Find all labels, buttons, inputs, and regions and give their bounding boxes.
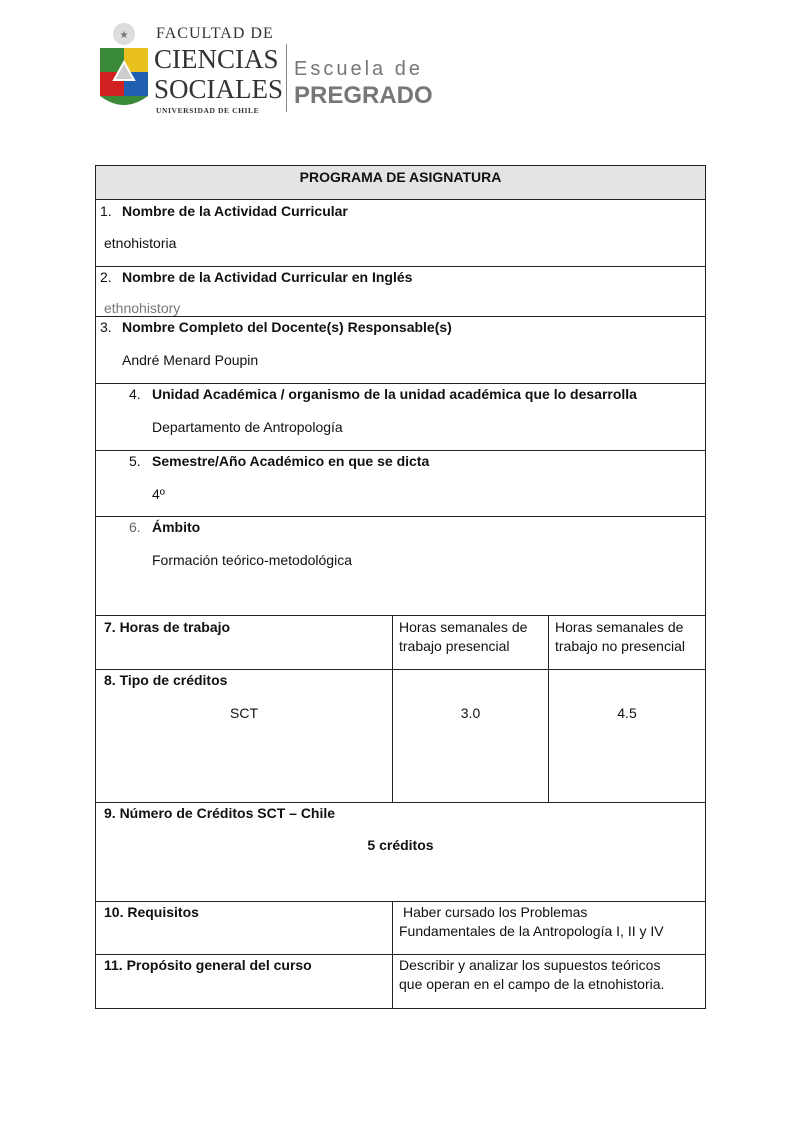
section-label: Unidad Académica / organismo de la unidad académica que lo desarrolla [152,386,637,402]
section-label: Nombre de la Actividad Curricular [122,203,348,219]
logo-escuela: Escuela de [294,58,423,80]
university-crest-icon [96,22,152,112]
text-line: trabajo no presencial [555,638,685,654]
proposito-label: 11. Propósito general del curso [104,957,312,973]
section-2 [95,266,706,317]
text-line: Horas semanales de [555,619,684,635]
section-4 [95,383,706,451]
section-value: André Menard Poupin [122,352,259,368]
section-value: Formación teórico-metodológica [152,552,352,568]
section-label: Ámbito [152,519,201,535]
table-title-cell [95,165,706,200]
numero-creditos-cell [95,802,706,902]
proposito-label-cell [95,954,393,1009]
horas-label: 7. Horas de trabajo [104,619,231,635]
section-label: Nombre Completo del Docente(s) Responsable(s) [122,319,452,335]
svg-text:★: ★ [119,30,129,41]
proposito-value-cell [392,954,706,1009]
section-1 [95,199,706,267]
logo-pregrado: PREGRADO [294,82,433,109]
creditos-label-cell [95,669,393,803]
section-number: 5. [129,453,141,469]
horas-label-cell [95,615,393,670]
text-line: Fundamentales de la Antropología I, II y IV [399,923,664,939]
section-number: 4. [129,386,141,402]
logo-line3: SOCIALES [154,74,284,104]
section-number: 6. [129,519,141,535]
text-line: que operan en el campo de la etnohistoria. [399,976,665,992]
requisitos-value-cell [392,901,706,955]
faculty-logo [96,22,436,116]
numero-label: 9. Número de Créditos SCT – Chile [104,805,336,821]
creditos-tipo: SCT [230,705,258,721]
logo-line1: FACULTAD DE [156,25,274,42]
section-value: etnohistoria [104,235,177,251]
section-5 [95,450,706,517]
logo-line4: UNIVERSIDAD DE CHILE [156,106,260,115]
creditos-presencial: 3.0 [460,705,481,721]
numero-value: 5 créditos [367,837,434,853]
creditos-label: 8. Tipo de créditos [104,672,228,688]
requisitos-label-cell [95,901,393,955]
text-line: trabajo presencial [399,638,510,654]
section-value: 4º [152,486,165,502]
logo-divider [286,44,287,112]
section-3 [95,316,706,384]
table-title: PROGRAMA DE ASIGNATURA [299,169,502,185]
section-number: 2. [100,269,112,285]
creditos-no-presencial: 4.5 [617,705,637,721]
creditos-presencial-cell [392,669,549,803]
creditos-no-presencial-cell [548,669,706,803]
section-number: 3. [100,319,112,335]
section-value: ethnohistory [104,300,181,316]
logo-line2: CIENCIAS [154,44,279,74]
horas-presencial-cell [392,615,549,670]
text-line: Haber cursado los Problemas [403,904,588,920]
text-line: Horas semanales de [399,619,528,635]
section-label: Semestre/Año Académico en que se dicta [152,453,430,469]
section-6 [95,516,706,616]
section-value: Departamento de Antropología [152,419,343,435]
section-label: Nombre de la Actividad Curricular en Inglés [122,269,413,285]
text-line: Describir y analizar los supuestos teóricos [399,957,661,973]
horas-no-presencial-cell [548,615,706,670]
section-number: 1. [100,203,112,219]
requisitos-label: 10. Requisitos [104,904,199,920]
